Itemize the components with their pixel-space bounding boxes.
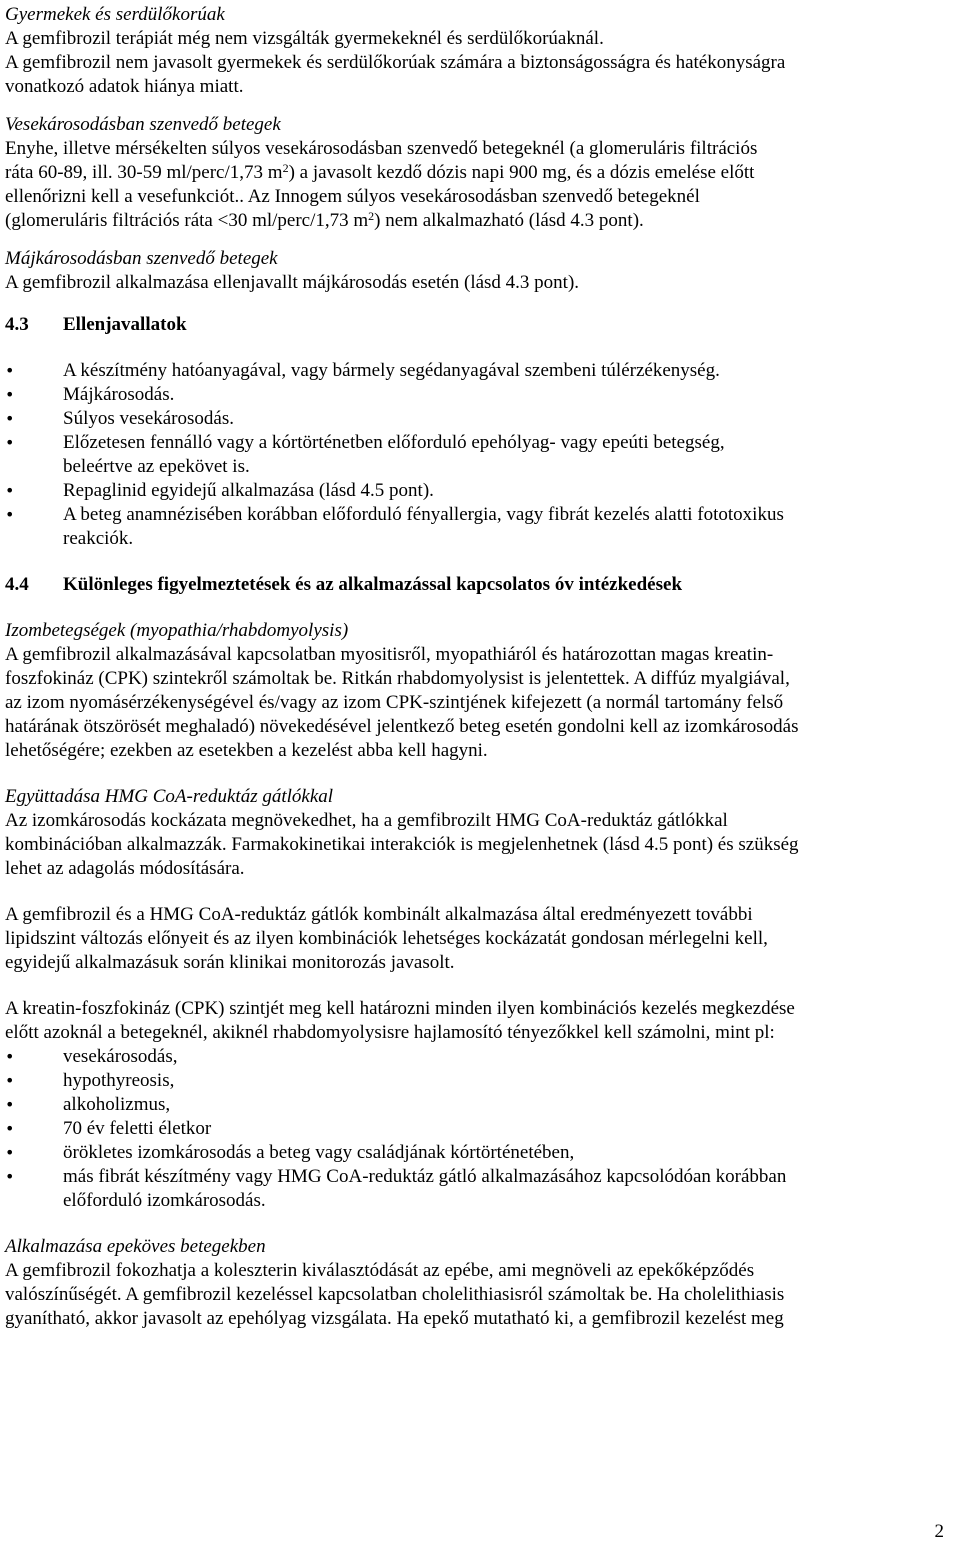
superscript: 2 — [282, 161, 289, 175]
list-item-text: • Májkárosodás. — [63, 384, 175, 405]
document-page — [5, 3, 955, 1331]
list-item — [5, 479, 955, 503]
list-item — [5, 407, 955, 431]
subsection-title-renal: Vesekárosodásban szenvedő betegek — [5, 114, 281, 135]
subsection-title-gallstone: Alkalmazása epeköves betegekben — [5, 1236, 266, 1257]
list-item-text: • Repaglinid egyidejű alkalmazása (lásd 4.5 pont). — [63, 480, 434, 501]
page-number: 2 — [934, 1521, 944, 1542]
text-fragment: ráta 60-89, ill. 30-59 ml/perc/1,73 m — [5, 162, 283, 183]
list-item-text: • A beteg anamnézisében korábban előforduló fényallergia, vagy fibrát kezelés alatti fototoxikus — [63, 504, 784, 525]
list-item — [5, 383, 955, 407]
paragraph-line: A gemfibrozil terápiát még nem vizsgálták gyermekeknél és serdülőkorúaknál. — [5, 28, 604, 49]
paragraph-line: A kreatin-foszfokináz (CPK) szintjét meg kell határozni minden ilyen kombinációs kezelés megkezdése — [5, 998, 795, 1019]
list-item-text: • Előzetesen fennálló vagy a kórtörténetben előforduló epehólyag- vagy epeúti betegség, — [63, 432, 725, 453]
subsection-title-hmg: Együttadása HMG CoA-reduktáz gátlókkal — [5, 786, 334, 807]
list-item-text: • Súlyos vesekárosodás. — [63, 408, 234, 429]
paragraph-line — [5, 209, 955, 233]
paragraph-line — [5, 161, 955, 185]
paragraph-line: lehetőségére; ezekben az esetekben a kezelést abba kell hagyni. — [5, 740, 488, 761]
subsection-title-myopathy: Izombetegségek (myopathia/rhabdomyolysis) — [5, 620, 349, 641]
section-hepatic — [5, 247, 955, 295]
risk-factors-list — [5, 1045, 955, 1213]
list-item-text: • A készítmény hatóanyagával, vagy bármely segédanyagával szembeni túlérzékenység. — [63, 360, 720, 381]
section-4-3 — [5, 313, 955, 551]
section-4-4 — [5, 573, 955, 1331]
list-item-text: reakciók. — [63, 528, 134, 549]
paragraph-line: A gemfibrozil nem javasolt gyermekek és serdülőkorúak számára a biztonságosságra és hatékonyságra — [5, 52, 786, 73]
paragraph-line: A gemfibrozil alkalmazásával kapcsolatban myositisről, myopathiáról és határozottan magas kreatin- — [5, 644, 774, 665]
list-item-text: • 70 év feletti életkor — [63, 1118, 212, 1139]
section-number: 4.4 — [5, 574, 29, 595]
subsection-title-hepatic: Májkárosodásban szenvedő betegek — [5, 248, 278, 269]
paragraph-line: határának ötszörösét meghaladó) növekedésével jelentkező beteg esetén gondolni kell az izomkárosodás — [5, 716, 799, 737]
subsection-hmg — [5, 785, 955, 1213]
section-number: 4.3 — [5, 314, 29, 335]
section-heading-4-4 — [5, 573, 955, 597]
paragraph-line: gyanítható, akkor javasolt az epehólyag vizsgálata. Ha epekő mutatható ki, a gemfibrozil kezelést meg — [5, 1308, 784, 1329]
paragraph-line: Az izomkárosodás kockázata megnövekedhet, ha a gemfibrozilt HMG CoA-reduktáz gátlókkal — [5, 810, 728, 831]
paragraph-line: ellenőrizni kell a vesefunkciót.. Az Innogem súlyos vesekárosodásban szenvedő betegeknél — [5, 186, 700, 207]
list-item — [5, 503, 955, 551]
section-heading-4-3 — [5, 313, 955, 337]
paragraph-line: A gemfibrozil alkalmazása ellenjavallt májkárosodás esetén (lásd 4.3 pont). — [5, 272, 580, 293]
subsection-gallstone — [5, 1235, 955, 1331]
paragraph-line: valószínűségét. A gemfibrozil kezeléssel kapcsolatban cholelithiasisról számoltak be. Ha cholelithiasis — [5, 1284, 785, 1305]
paragraph-line: Enyhe, illetve mérsékelten súlyos vesekárosodásban szenvedő betegeknél (a glomeruláris filtrációs — [5, 138, 758, 159]
paragraph-line: lipidszint változás előnyeit és az ilyen kombinációk lehetséges kockázatát gondosan mérlegelni kell, — [5, 928, 768, 949]
section-children — [5, 3, 955, 99]
superscript: 2 — [368, 209, 375, 223]
text-fragment: (glomeruláris filtrációs ráta <30 ml/perc/1,73 m — [5, 210, 369, 231]
list-item — [5, 1045, 955, 1069]
paragraph-line: vonatkozó adatok hiánya miatt. — [5, 76, 244, 97]
list-item — [5, 1117, 955, 1141]
list-item — [5, 1093, 955, 1117]
subsection-title-children: Gyermekek és serdülőkorúak — [5, 4, 225, 25]
list-item-text: • alkoholizmus, — [63, 1094, 171, 1115]
list-item — [5, 1069, 955, 1093]
paragraph-line: kombinációban alkalmazzák. Farmakokinetikai interakciók is megjelenhetnek (lásd 4.5 pont) és szükség — [5, 834, 799, 855]
list-item-text: előforduló izomkárosodás. — [63, 1190, 266, 1211]
paragraph-line: A gemfibrozil fokozhatja a koleszterin kiválasztódását az epébe, ami megnöveli az epekőképződés — [5, 1260, 755, 1281]
paragraph-line: az izom nyomásérzékenységével és/vagy az izom CPK-szintjének kifejezett (a normál tartomány felső — [5, 692, 784, 713]
subsection-myopathy — [5, 619, 955, 763]
paragraph-line: előtt azoknál a betegeknél, akiknél rhabdomyolysisre hajlamosító tényezőkkel kell számolni, mint pl: — [5, 1022, 775, 1043]
contraindications-list — [5, 359, 955, 551]
section-renal — [5, 113, 955, 233]
list-item-text: • más fibrát készítmény vagy HMG CoA-reduktáz gátló alkalmazásához kapcsolódóan korábban — [63, 1166, 787, 1187]
list-item — [5, 1141, 955, 1165]
paragraph-line: lehet az adagolás módosítására. — [5, 858, 245, 879]
text-fragment: ) nem alkalmazható (lásd 4.3 pont). — [374, 210, 644, 231]
text-fragment: ) a javasolt kezdő dózis napi 900 mg, és a dózis emelése előtt — [288, 162, 755, 183]
section-title: Különleges figyelmeztetések és az alkalmazással kapcsolatos óv intézkedések — [63, 574, 683, 595]
list-item — [5, 431, 955, 479]
list-item-text: • vesekárosodás, — [63, 1046, 178, 1067]
list-item-text: • hypothyreosis, — [63, 1070, 175, 1091]
list-item — [5, 359, 955, 383]
list-item-text: • örökletes izomkárosodás a beteg vagy családjának kórtörténetében, — [63, 1142, 575, 1163]
list-item — [5, 1165, 955, 1213]
paragraph-line: foszfokináz (CPK) szintekről számoltak be. Ritkán rhabdomyolysist is jelentettek. A diffúz myalgiával, — [5, 668, 790, 689]
section-title: Ellenjavallatok — [63, 314, 187, 335]
paragraph-line: A gemfibrozil és a HMG CoA-reduktáz gátlók kombinált alkalmazása által eredményezett további — [5, 904, 753, 925]
paragraph-line: egyidejű alkalmazásuk során klinikai monitorozás javasolt. — [5, 952, 455, 973]
list-item-text: beleértve az epekövet is. — [63, 456, 250, 477]
